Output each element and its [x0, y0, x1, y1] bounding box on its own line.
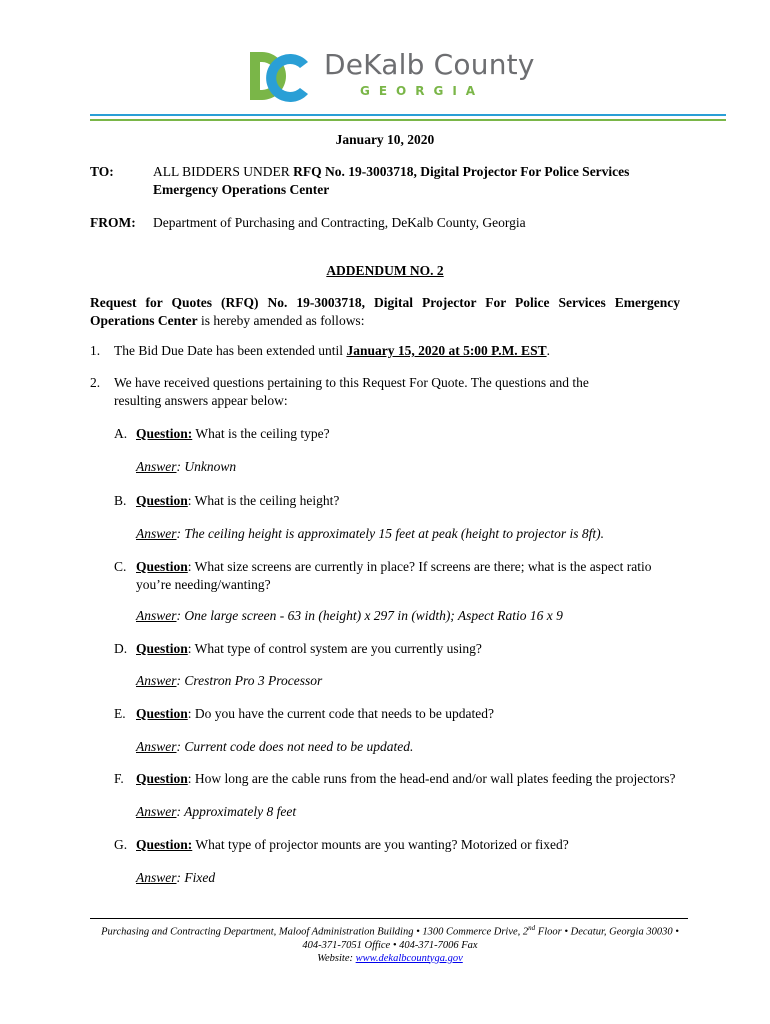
qa-question: Question: How long are the cable runs from the head-end and/or wall plates feeding the projectors? — [136, 771, 676, 786]
bid-due-date: January 15, 2020 at 5:00 P.M. EST — [346, 343, 547, 358]
footer — [60, 922, 720, 965]
footer-rule — [90, 918, 688, 919]
qa-letter: A. — [114, 426, 128, 441]
item-2-number: 2. — [90, 375, 101, 390]
addendum-title: ADDENDUM NO. 2 — [326, 263, 444, 278]
memo-date: January 10, 2020 — [335, 132, 435, 147]
qa-answer: Answer: One large screen - 63 in (height) x 297 in (width); Aspect Ratio 16 x 9 — [136, 608, 563, 623]
footer-phone: 404-371-7051 Office • 404-371-7006 Fax — [302, 939, 478, 951]
intro-rest: is hereby amended as follows: — [197, 313, 365, 328]
qa-question: Question: What type of control system are you currently using? — [136, 641, 482, 656]
website-link[interactable]: www.dekalbcountyga.gov — [355, 952, 463, 964]
addendum-intro — [90, 294, 680, 330]
footer-website: Website: www.dekalbcountyga.gov — [317, 952, 463, 964]
qa-letter: E. — [114, 706, 126, 721]
header-rule-blue — [90, 114, 726, 116]
qa-letter: B. — [114, 493, 127, 508]
qa-letter: F. — [114, 771, 124, 786]
intro-line2: Operations Center — [90, 313, 198, 328]
from-value: Department of Purchasing and Contracting, DeKalb County, Georgia — [153, 215, 526, 230]
intro-line1: Request for Quotes (RFQ) No. 19-3003718, Digital Projector For Police Services Emergency — [90, 295, 680, 310]
item-2-text: We have received questions pertaining to this Request For Quote. The questions and the resulting answers appear below: — [114, 375, 589, 408]
to-prefix: ALL BIDDERS UNDER — [153, 164, 294, 179]
qa-answer: Answer: Unknown — [136, 459, 237, 474]
qa-letter: G. — [114, 837, 128, 852]
logo-name: DeKalb County — [324, 48, 535, 81]
from-label: FROM: — [90, 215, 136, 230]
qa-question: Question: What is the ceiling height? — [136, 493, 340, 508]
logo-state: GEORGIA — [360, 84, 485, 98]
to-value — [153, 163, 713, 199]
to-rfq-title-line2: Emergency Operations Center — [153, 182, 330, 197]
qa-answer: Answer: Fixed — [136, 870, 216, 885]
logo — [248, 48, 548, 104]
to-label: TO: — [90, 164, 114, 179]
qa-answer: Answer: The ceiling height is approximately 15 feet at peak (height to projector is 8ft). — [136, 526, 605, 541]
qa-answer: Answer: Approximately 8 feet — [136, 804, 297, 819]
header-rule-green — [90, 119, 726, 121]
to-rfq-title: RFQ No. 19-3003718, Digital Projector For Police Services — [293, 164, 630, 179]
dc-logo-mark-icon — [248, 50, 310, 104]
qa-answer: Answer: Crestron Pro 3 Processor — [136, 673, 323, 688]
footer-address: Purchasing and Contracting Department, Maloof Administration Building • 1300 Commerce Drive, 2nd Floor • Decatur, Georgia 30030 • — [101, 924, 679, 938]
qa-letter: C. — [114, 559, 127, 574]
qa-question: Question: Do you have the current code that needs to be updated? — [136, 706, 495, 721]
qa-question: Question: What is the ceiling type? — [136, 426, 330, 441]
qa-letter: D. — [114, 641, 128, 656]
item-1-text: The Bid Due Date has been extended until January 15, 2020 at 5:00 P.M. EST. — [114, 343, 550, 358]
qa-answer: Answer: Current code does not need to be updated. — [136, 739, 414, 754]
qa-question: Question: What size screens are currently in place? If screens are there; what is the aspect ratio you’re needing/wanting? — [136, 559, 652, 592]
qa-question: Question: What type of projector mounts are you wanting? Motorized or fixed? — [136, 837, 569, 852]
item-1-number: 1. — [90, 343, 101, 358]
